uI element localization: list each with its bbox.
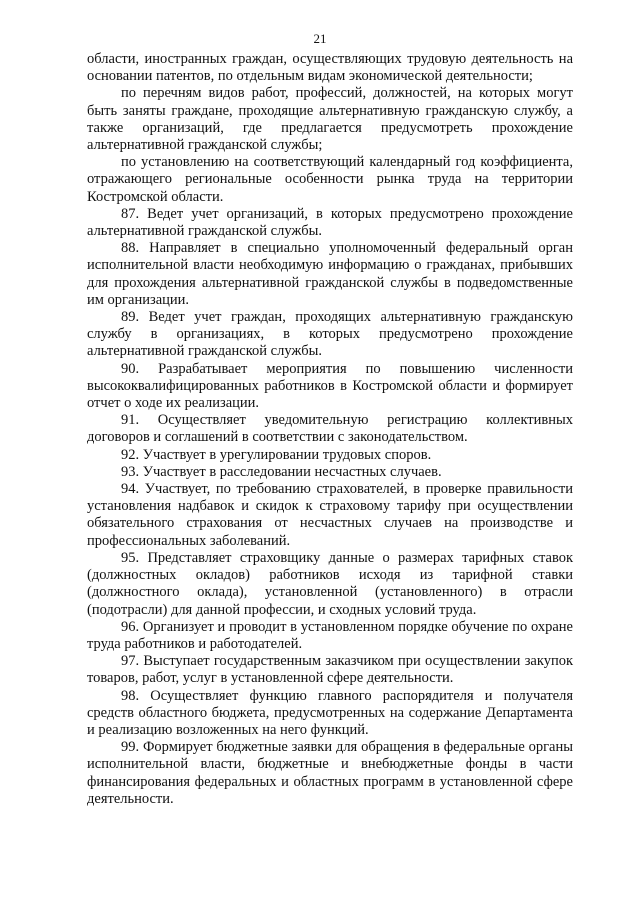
paragraph-item-94: 94. Участвует, по требованию страхователей, в проверке правильности установления надбавок и скидок к страховому тарифу при осуществлении обязательного страхования от несчастных случаев на производстве и профессиональных заболеваний. — [87, 481, 573, 549]
paragraph-item-92: 92. Участвует в урегулировании трудовых споров. — [121, 446, 432, 463]
paragraph-item-99: 99. Формирует бюджетные заявки для обращения в федеральные органы исполнительной власти, бюджетные и внебюджетные фонды в части финансирования федеральных и областных программ в установленной сфере деятельности. — [87, 739, 573, 807]
paragraph-item-96: 96. Организует и проводит в установленном порядке обучение по охране труда работников и работодателей. — [87, 618, 573, 652]
paragraph-item-91: 91. Осуществляет уведомительную регистрацию коллективных договоров и соглашений в соответствии с законодательством. — [87, 412, 573, 446]
paragraph-item-89: 89. Ведет учет граждан, проходящих альтернативную гражданскую службу в организациях, в которых предусмотрено прохождение альтернативной гражданской службы. — [87, 309, 573, 360]
paragraph-item-87: 87. Ведет учет организаций, в которых предусмотрено прохождение альтернативной гражданской службы. — [87, 205, 573, 240]
paragraph-item-98: 98. Осуществляет функцию главного распорядителя и получателя средств областного бюджета, предусмотренных на содержание Департамента и реализацию возложенных на него функций. — [87, 687, 573, 738]
paragraph-item-93: 93. Участвует в расследовании несчастных случаев. — [121, 463, 442, 480]
paragraph-continuation: области, иностранных граждан, осуществляющих трудовую деятельность на основании патентов, по отдельным видам экономической деятельности; — [87, 51, 573, 85]
paragraph-item-97: 97. Выступает государственным заказчиком при осуществлении закупок товаров, работ, услуг в установленной сфере деятельности. — [87, 653, 573, 687]
paragraph-item-88: 88. Направляет в специально уполномоченный федеральный орган исполнительной власти необходимую информацию о гражданах, прибывших для прохождения альтернативной гражданской службы в подведомственные им организации. — [87, 240, 573, 308]
page-number: 21 — [313, 31, 327, 46]
document-body — [87, 51, 573, 808]
paragraph-item-90: 90. Разрабатывает мероприятия по повышению численности высококвалифицированных работников в Костромской области и формирует отчет о ходе их реализации. — [87, 360, 573, 412]
paragraph-list-item: по перечням видов работ, профессий, должностей, на которых могут быть заняты граждане, проходящие альтернативную гражданскую службу, а также организаций, где предлагается предусмотреть прохождение альтернативной гражданской службы; — [87, 85, 573, 154]
paragraph-item-95: 95. Представляет страховщику данные о размерах тарифных ставок (должностных окладов) работников исходя из тарифной ставки (должностного оклада), установленной (установленного) в отрасли (подотрасли) для данной профессии, и сходных условий труда. — [87, 549, 573, 618]
paragraph-list-item: по установлению на соответствующий календарный год коэффициента, отражающего региональные особенности рынка труда на территории Костромской области. — [87, 154, 573, 205]
